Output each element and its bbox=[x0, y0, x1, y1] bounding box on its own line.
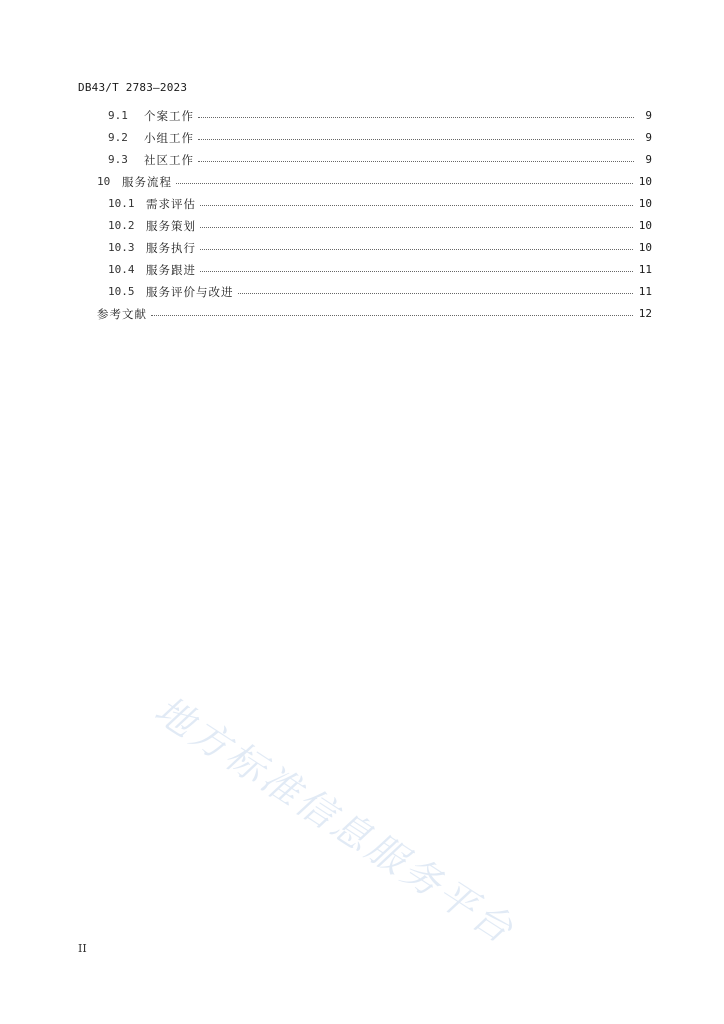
toc-entry-page: 10 bbox=[638, 241, 652, 254]
toc-entry-9-3[interactable] bbox=[108, 152, 652, 168]
toc-entry-title: 个案工作 bbox=[144, 109, 194, 123]
toc-entry-page: 11 bbox=[638, 263, 652, 276]
toc-dot-leader bbox=[200, 218, 633, 234]
toc-dot-leader bbox=[200, 262, 633, 278]
toc-dot-leader bbox=[200, 196, 633, 212]
toc-entry-10-3[interactable] bbox=[108, 240, 652, 256]
toc-entry-number: 9.2 bbox=[108, 131, 128, 144]
toc-entry-page: 9 bbox=[645, 131, 652, 144]
toc-dot-leader bbox=[198, 108, 634, 124]
toc-entry-title: 服务流程 bbox=[122, 175, 172, 189]
toc-entry-number: 10.4 bbox=[108, 263, 135, 276]
toc-entry-title: 小组工作 bbox=[144, 131, 194, 145]
page-number: II bbox=[78, 942, 87, 955]
toc-entry-title: 服务策划 bbox=[146, 219, 196, 233]
watermark: 地方标准信息服务平台 bbox=[147, 687, 524, 954]
toc-entry-10-4[interactable] bbox=[108, 262, 652, 278]
toc-entry-10-1[interactable] bbox=[108, 196, 652, 212]
toc-entry-title: 参考文献 bbox=[97, 307, 147, 321]
toc-entry-page: 9 bbox=[645, 153, 652, 166]
toc-entry-10[interactable] bbox=[97, 174, 652, 190]
toc-entry-number: 10.2 bbox=[108, 219, 135, 232]
toc-entry-title: 服务跟进 bbox=[146, 263, 196, 277]
toc-entry-number: 9.3 bbox=[108, 153, 128, 166]
standard-code-header: DB43/T 2783—2023 bbox=[78, 81, 188, 94]
toc-entry-10-2[interactable] bbox=[108, 218, 652, 234]
toc-dot-leader bbox=[198, 130, 634, 146]
toc-entry-title: 服务评价与改进 bbox=[146, 285, 234, 299]
toc-entry-number: 10.5 bbox=[108, 285, 135, 298]
toc-entry-page: 10 bbox=[638, 175, 652, 188]
toc-dot-leader bbox=[238, 284, 633, 300]
toc-entry-number: 10.3 bbox=[108, 241, 135, 254]
toc-entry-10-5[interactable] bbox=[108, 284, 652, 300]
toc-entry-title: 社区工作 bbox=[144, 153, 194, 167]
toc-entry-page: 12 bbox=[638, 307, 652, 320]
toc-entry-title: 服务执行 bbox=[146, 241, 196, 255]
toc-dot-leader bbox=[176, 174, 633, 190]
toc-dot-leader bbox=[198, 152, 634, 168]
toc-entry-number: 9.1 bbox=[108, 109, 128, 122]
toc-entry-number: 10.1 bbox=[108, 197, 135, 210]
toc-entry-9-2[interactable] bbox=[108, 130, 652, 146]
toc-entry-page: 10 bbox=[638, 197, 652, 210]
toc-entry-page: 9 bbox=[645, 109, 652, 122]
toc-dot-leader bbox=[200, 240, 633, 256]
toc-entry-page: 11 bbox=[638, 285, 652, 298]
toc-entry-title: 需求评估 bbox=[146, 197, 196, 211]
toc-dot-leader bbox=[151, 306, 633, 322]
toc-entry-number: 10 bbox=[97, 175, 111, 188]
toc-entry-9-1[interactable] bbox=[108, 108, 652, 124]
toc-entry-references[interactable] bbox=[97, 306, 652, 322]
toc-entry-page: 10 bbox=[638, 219, 652, 232]
